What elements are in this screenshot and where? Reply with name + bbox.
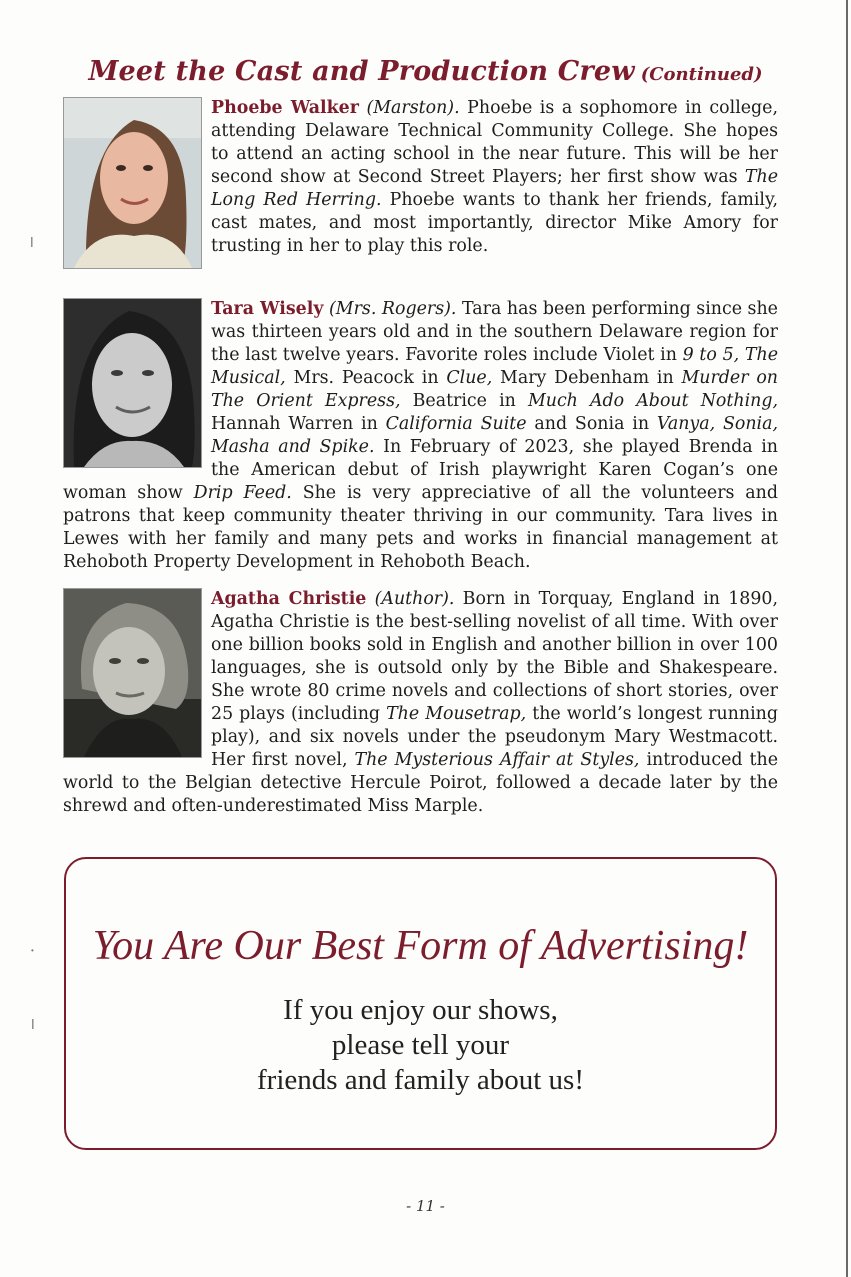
scan-dot: • (31, 946, 34, 955)
advertising-line: If you enjoy our shows, (283, 994, 558, 1026)
headshot-photo (63, 298, 202, 468)
cast-role: (Marston). (366, 98, 460, 118)
page-title-suffix: (Continued) (640, 64, 763, 85)
page-title (0, 56, 851, 87)
advertising-line: friends and family about us! (257, 1064, 584, 1096)
bio-tara-wisely (63, 298, 778, 574)
show-title: 9 to 5, The Musical, (211, 345, 778, 388)
bio-text: Mrs. Peacock in (285, 368, 447, 388)
bio-text: Hannah Warren in (211, 414, 386, 434)
bio-agatha-christie (63, 588, 778, 818)
show-title: Drip Feed. (193, 483, 292, 503)
bio-text: Tara has been performing since she was thirteen years old and in the southern Delaware region for the last twelve years. Favorite roles include Violet in (211, 299, 778, 365)
bio-phoebe-walker (63, 97, 778, 272)
bio-text: In February of 2023, she played Brenda in the American debut of Irish playwright Karen Cogan’s one woman show (63, 437, 779, 503)
show-title: The Mousetrap, (386, 704, 527, 724)
cast-name: Agatha Christie (211, 589, 367, 609)
bio-text: introduced the world to the Belgian detective Hercule Poirot, followed a decade later by the shrewd and often-underestimated Miss Marple. (63, 750, 778, 816)
page-number: - 11 - (406, 1197, 445, 1215)
advertising-message (66, 993, 775, 1098)
bio-text: Beatrice in (400, 391, 528, 411)
cast-role: (Mrs. Rogers). (329, 299, 457, 319)
show-title: Vanya, Sonia, Masha and Spike. (211, 414, 778, 457)
show-title: Much Ado About Nothing, (527, 391, 778, 411)
bio-text: Phoebe wants to thank her friends, family, cast mates, and most importantly, director Mike Amory for trusting in her to play this role. (211, 190, 778, 256)
bio-text: Mary Debenham in (492, 368, 682, 388)
cast-name: Tara Wisely (211, 299, 324, 319)
advertising-box (64, 857, 777, 1150)
page-edge (846, 0, 848, 1277)
show-title: The Long Red Herring. (211, 167, 778, 210)
show-title: Murder on The Orient Express, (211, 368, 779, 411)
headshot-photo (63, 97, 202, 269)
show-title: Clue, (446, 368, 493, 388)
scan-mark: ǀ (31, 1016, 35, 1032)
cast-name: Phoebe Walker (211, 98, 359, 118)
show-title: California Suite (385, 414, 527, 434)
book-title: The Mysterious Affair at Styles, (354, 750, 640, 770)
bio-text: Phoebe is a sophomore in college, attending Delaware Technical Community College. She hopes to attend an acting school in the near future. This will be her second show at Second Street Players; her first show was (211, 98, 778, 187)
bio-text: Born in Torquay, England in 1890, Agatha Christie is the best-selling novelist of all time. With over one billion books sold in English and another billion in over 100 languages, she is outsold only by the Bible and Shakespeare. She wrote 80 crime novels and collections of short stories, over 25 plays (including (211, 589, 778, 724)
bio-text: the world’s longest running play), and six novels under the pseudonym Mary Westmacott. Her first novel, (211, 704, 778, 770)
cast-role: (Author). (374, 589, 455, 609)
headshot-photo (63, 588, 202, 758)
advertising-heading: You Are Our Best Form of Advertising! (92, 923, 749, 969)
scan-mark: ǀ (30, 234, 34, 250)
page-title-text: Meet the Cast and Production Crew (88, 56, 635, 87)
bio-text: and Sonia in (526, 414, 657, 434)
advertising-line: please tell your (331, 1029, 510, 1061)
bio-text: She is very appreciative of all the volunteers and patrons that keep community theater thriving in our community. Tara lives in Lewes with her family and many pets and works in financial management at Rehoboth Property Development in Rehoboth Beach. (63, 483, 779, 572)
